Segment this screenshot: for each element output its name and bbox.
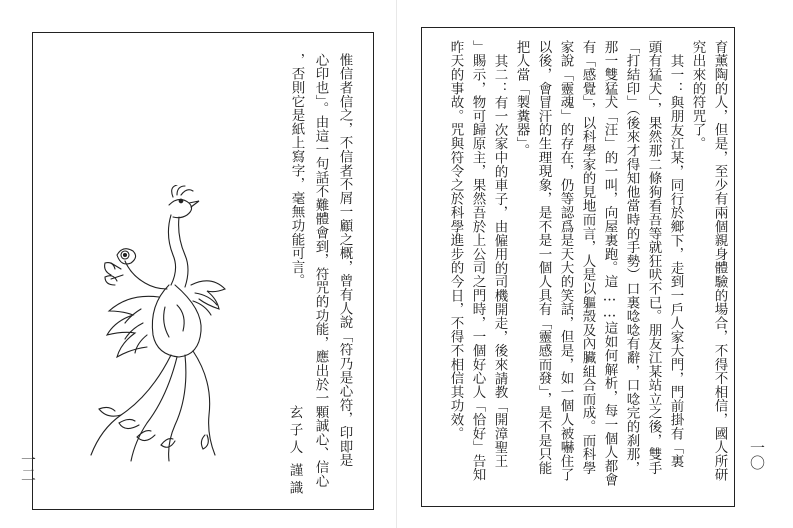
left-page-frame: [32, 32, 374, 510]
right-text-column-6: 那一雙猛犬「汪」的一叫，向屋裏跑。這……這如何解析，每一個人都會: [601, 40, 618, 487]
right-page: [397, 0, 793, 528]
right-text-column-2: 究出來的符咒了。: [689, 40, 706, 151]
right-text-column-12: 」賜示，物可歸原主，果然吾於上公司之門時，一個好心人「恰好」告知: [469, 40, 486, 482]
left-text-column-2: 心印也」。由這一句話不難體會到，符咒的功能，應出於一顆誠心、信心: [312, 53, 329, 488]
right-page-number: 一〇: [748, 440, 766, 470]
right-text-column-4: 頭有猛犬」，果然那二條狗看吾等就狂吠不已。朋友江某站立之後，雙手: [645, 40, 662, 475]
left-text-column-1: 惟信者信之，不信者不屑一顧之概，曾有人說「符乃是心符，印即是: [336, 53, 353, 467]
author-name: 玄子人: [286, 405, 303, 458]
right-text-column-1: 育薰陶的人，但是，至少有兩個親身體驗的場合，不得不相信，國人所研: [711, 40, 728, 482]
phoenix-illustration: [81, 185, 231, 465]
right-text-column-7: 有「感覺」，以科學家的見地而言，人是以軀殼及內臟組合而成。而科學: [579, 40, 596, 475]
right-text-column-11: 其二：有一次家中的車子，由僱用的司機開走，後來請教「開漳聖王: [491, 54, 508, 468]
right-text-column-13: 昨天的事故。咒與符令之於科學進步的今日，不得不相信其功效。: [447, 40, 464, 441]
right-text-column-3: 其一：與朋友江某，同行於鄉下，走到一戶人家大門，門前掛有「裏: [667, 54, 684, 468]
right-text-column-8: 家說「靈魂」的存在，仍等認爲是天大的笑話，但是，如一個人被嚇住了: [557, 40, 574, 482]
right-page-frame: [421, 27, 735, 507]
left-text-column-3: ，否則它是紙上寫字，毫無功能可言。: [288, 53, 305, 288]
right-text-column-10: 把人當「製糞器」。: [513, 40, 530, 158]
left-page-number: 一二: [19, 452, 37, 482]
signoff-text: 謹識: [286, 463, 303, 498]
right-text-column-5: 「打結印」（後來才得知他當時的手勢）口裏唸唸有辭，口唸完的刹那，: [623, 40, 640, 475]
left-page: [0, 0, 396, 528]
right-text-column-9: 以後，會冒汗的生理現象，是不是一個人具有「靈感而發」，是不是只能: [535, 40, 552, 475]
